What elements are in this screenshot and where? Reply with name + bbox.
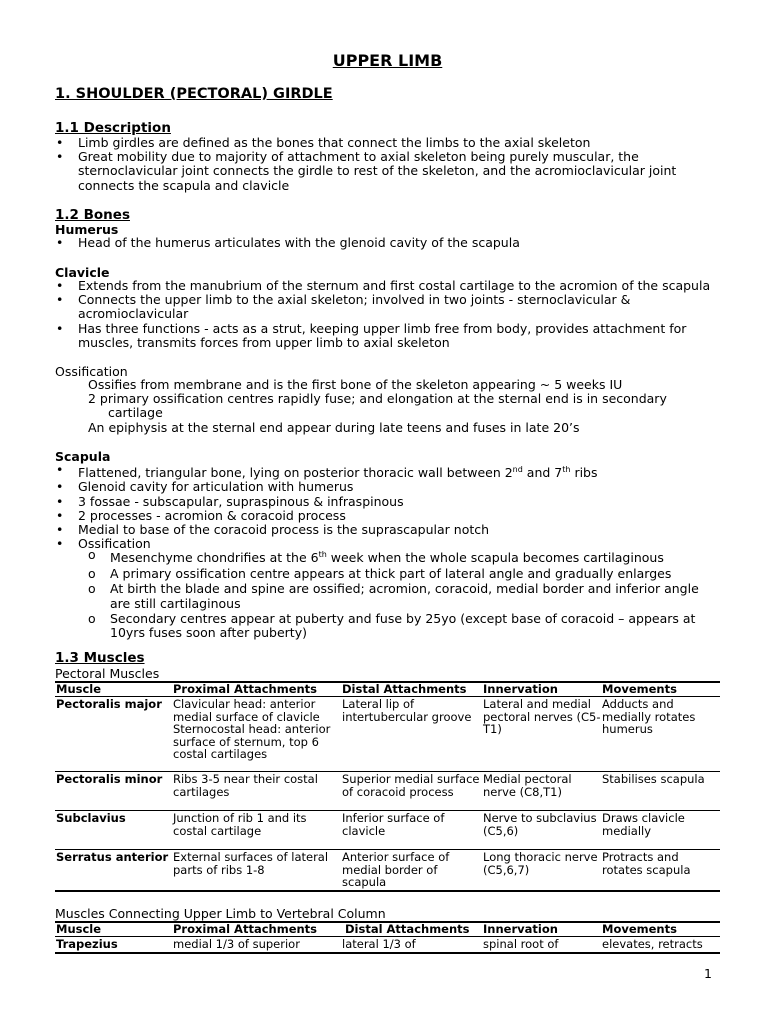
table-cell: Inferior surface of clavicle [342, 811, 445, 838]
column-header: Distal Attachments [345, 922, 470, 936]
list-item: • Connects the upper limb to the axial skeleton; involved in two joints - sternoclavicular & acromioclavicular [55, 293, 720, 321]
muscle-name: Trapezius [56, 937, 118, 951]
sub-list-item: o Secondary centres appear at puberty and fuse by 25yo (except base of coracoid – appears at 10yrs fuses soon after puberty) [88, 612, 720, 640]
list-item: • Extends from the manubrium of the sternum and first costal cartilage to the acromion of the scapula [55, 279, 720, 293]
column-header: Innervation [483, 922, 558, 936]
table-cell: elevates, retracts [602, 937, 703, 951]
muscle-name: Subclavius [56, 811, 126, 825]
description-list [55, 136, 720, 193]
list-item: • 3 fossae - subscapular, supraspinous & infraspinous [55, 495, 720, 509]
sub-list-item: o A primary ossification centre appears at thick part of lateral angle and gradually enlarges [88, 567, 720, 581]
section-heading-shoulder-girdle: 1. SHOULDER (PECTORAL) GIRDLE [55, 86, 333, 102]
table-cell: Medial pectoral nerve (C8,T1) [483, 772, 572, 799]
column-header: Distal Attachments [342, 682, 467, 696]
clavicle-list [55, 279, 720, 350]
list-item: • Ossification [55, 537, 720, 551]
muscle-name: Serratus anterior [56, 850, 169, 864]
subsection-heading-muscles: 1.3 Muscles [55, 650, 145, 666]
list-item: • Great mobility due to majority of attachment to axial skeleton being purely muscular, the sternoclavicular joint connects the girdle to rest of the skeleton, and the acromioclavicular joint connects the scapula and clavicle [55, 150, 720, 193]
table-cell: Clavicular head: anterior medial surface of clavicle Sternocostal head: anterior surface of sternum, top 6 costal cartilages [173, 697, 331, 761]
sub-list-item: o At birth the blade and spine are ossified; acromion, coracoid, medial border and inferior angle are still cartilaginous [88, 582, 720, 610]
table-cell: External surfaces of lateral parts of ribs 1-8 [173, 850, 329, 877]
table-cell: Ribs 3-5 near their costal cartilages [173, 772, 318, 799]
list-item: • Medial to base of the coracoid process is the suprascapular notch [55, 523, 720, 537]
table-cell: Adducts and medially rotates humerus [602, 697, 696, 736]
clavicle-ossification-label: Ossification [55, 364, 128, 379]
subsection-heading-bones: 1.2 Bones [55, 207, 130, 223]
table-cell: lateral 1/3 of [342, 937, 416, 951]
clavicle-ossification-text [88, 378, 720, 435]
list-item: • Head of the humerus articulates with the glenoid cavity of the scapula [55, 236, 720, 250]
table-cell: Lateral and medial pectoral nerves (C5-T1) [483, 697, 601, 736]
column-header: Proximal Attachments [173, 922, 318, 936]
table-cell: Protracts and rotates scapula [602, 850, 691, 877]
column-header: Movements [602, 922, 677, 936]
ossification-line: Ossifies from membrane and is the first bone of the skeleton appearing ~ 5 weeks IU [88, 377, 623, 392]
table-row [55, 811, 720, 850]
table-row [55, 850, 720, 891]
bone-label-scapula: Scapula [55, 449, 111, 464]
list-item: • Has three functions - acts as a strut, keeping upper limb free from body, provides attachment for muscles, transmits forces from upper limb to axial skeleton [55, 322, 720, 350]
table-row [55, 772, 720, 811]
bone-label-clavicle: Clavicle [55, 265, 110, 280]
table-cell: Junction of rib 1 and its costal cartilage [173, 811, 307, 838]
column-header: Movements [602, 682, 677, 696]
page-number: 1 [704, 966, 712, 981]
table-row [55, 697, 720, 772]
muscle-name: Pectoralis minor [56, 772, 163, 786]
column-header: Innervation [483, 682, 558, 696]
table-caption-vertebral: Muscles Connecting Upper Limb to Vertebral Column [55, 906, 386, 921]
pectoral-muscles-table [55, 681, 720, 892]
scapula-list [55, 463, 720, 551]
ossification-line: 2 primary ossification centres rapidly fuse; and elongation at the sternal end is in secondary cartilage [88, 391, 667, 421]
scapula-ossification-list [88, 548, 720, 642]
bone-label-humerus: Humerus [55, 222, 119, 237]
table-caption-pectoral: Pectoral Muscles [55, 666, 160, 681]
table-cell: spinal root of [483, 937, 559, 951]
sub-list-item: o Mesenchyme chondrifies at the 6th week when the whole scapula becomes cartilaginous [88, 548, 720, 565]
table-header-row [55, 922, 720, 937]
subsection-heading-description: 1.1 Description [55, 120, 171, 136]
muscle-name: Pectoralis major [56, 697, 162, 711]
table-header-row [55, 682, 720, 697]
table-cell: Anterior surface of medial border of scapula [342, 850, 450, 889]
list-item: • Glenoid cavity for articulation with humerus [55, 480, 720, 494]
column-header: Proximal Attachments [173, 682, 318, 696]
table-cell: Draws clavicle medially [602, 811, 685, 838]
list-item: • 2 processes - acromion & coracoid process [55, 509, 720, 523]
table-cell: Stabilises scapula [602, 772, 705, 786]
column-header: Muscle [56, 682, 102, 696]
ossification-line: An epiphysis at the sternal end appear during late teens and fuses in late 20’s [88, 419, 580, 435]
table-cell: Long thoracic nerve (C5,6,7) [483, 850, 598, 877]
list-item: • Limb girdles are defined as the bones that connect the limbs to the axial skeleton [55, 136, 720, 150]
table-cell: medial 1/3 of superior [173, 937, 300, 951]
page-title: UPPER LIMB [332, 51, 443, 70]
vertebral-muscles-table [55, 921, 720, 954]
humerus-list [55, 236, 720, 250]
table-cell: Superior medial surface of coracoid process [342, 772, 480, 799]
column-header: Muscle [56, 922, 102, 936]
list-item: • Flattened, triangular bone, lying on posterior thoracic wall between 2nd and 7th ribs [55, 463, 720, 480]
table-row [55, 937, 720, 953]
table-cell: Nerve to subclavius (C5,6) [483, 811, 597, 838]
table-cell: Lateral lip of intertubercular groove [342, 697, 472, 724]
